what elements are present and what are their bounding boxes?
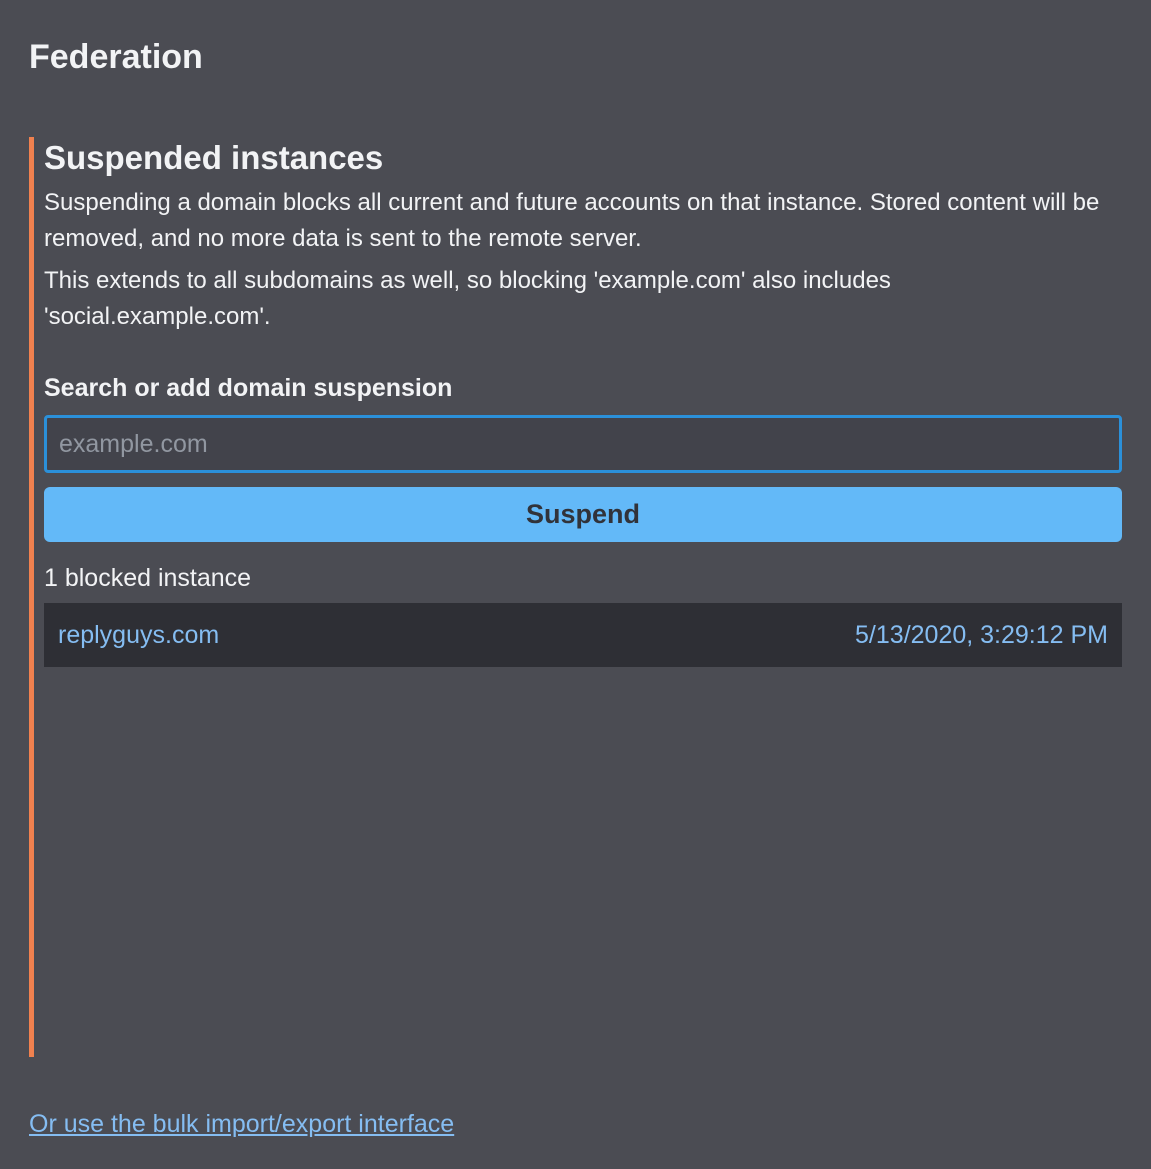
suspend-button[interactable]: Suspend [44, 487, 1122, 542]
blocked-instance-timestamp: 5/13/2020, 3:29:12 PM [855, 620, 1108, 649]
domain-search-input[interactable] [44, 415, 1122, 473]
section-description-line2: This extends to all subdomains as well, so blocking 'example.com' also includes 'social.example.com'. [44, 267, 891, 330]
suspended-instances-section [29, 137, 1122, 1057]
blocked-instance-domain-link[interactable]: replyguys.com [58, 620, 220, 649]
blocked-instances-count: 1 blocked instance [44, 564, 252, 592]
bulk-import-export-link[interactable]: Or use the bulk import/export interface [29, 1110, 455, 1138]
blocked-instance-row [44, 603, 1122, 667]
section-description-line1: Suspending a domain blocks all current and future accounts on that instance. Stored content will be removed, and no more data is sent to the remote server. [44, 189, 1100, 252]
domain-search-label: Search or add domain suspension [44, 374, 453, 402]
section-heading: Suspended instances [44, 139, 384, 176]
page-title: Federation [29, 38, 203, 76]
